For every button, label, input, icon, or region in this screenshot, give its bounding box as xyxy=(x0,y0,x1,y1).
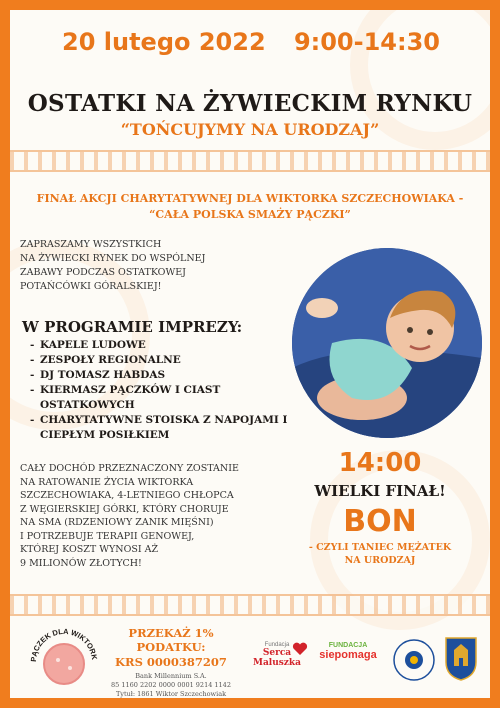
program-heading: W PROGRAMIE IMPREZY: xyxy=(22,318,243,336)
event-poster xyxy=(10,10,490,698)
program-item: - DJ TOMASZ HABDAS xyxy=(30,368,290,383)
bank-details xyxy=(102,672,240,698)
serca-maluszka-logo xyxy=(246,642,308,682)
invite-line: POTAŃCÓWKI GÓRALSKIEJ! xyxy=(20,281,162,292)
event-date: 20 lutego 2022 xyxy=(62,28,266,56)
program-list xyxy=(30,338,290,443)
finale-time: 14:00 xyxy=(338,448,422,478)
donation-line: SZCZECHOWIAKA, 4-LETNIEGO CHŁOPCA xyxy=(20,490,234,501)
program-item: - ZESPOŁY REGIONALNE xyxy=(30,353,290,368)
donation-line: KTÓREJ KOSZT WYNOSI AŻ xyxy=(20,544,159,555)
krs-number: KRS 0000387207 xyxy=(115,655,227,669)
mck-emblem-icon xyxy=(392,638,436,682)
bon-desc-line-1: - CZYLI TANIEC MĘŻATEK xyxy=(308,542,452,553)
donation-line: 9 MILIONÓW ZŁOTYCH! xyxy=(20,557,142,569)
heart-icon xyxy=(292,642,308,656)
finale-line-1: FINAŁ AKCJI CHARYTATYWNEJ DLA WIKTORKA SZCZECHOWIAKA - xyxy=(36,192,464,205)
paczek-logo-text: PĄCZEK DLA WIKTORK xyxy=(28,626,99,663)
header-row xyxy=(10,28,490,56)
donation-line: Z WĘGIERSKIEJ GÓRKI, KTÓRY CHORUJE xyxy=(20,503,229,515)
donation-text xyxy=(20,462,270,570)
invite-line: ZAPRASZAMY WSZYSTKICH xyxy=(20,239,162,250)
donation-line: NA RATOWANIE ŻYCIA WIKTORKA xyxy=(20,476,194,488)
poster-title: OSTATKI NA ŻYWIECKIM RYNKU xyxy=(27,90,473,117)
invite-line: ZABAWY PODCZAS OSTATKOWEJ xyxy=(20,267,186,278)
footer xyxy=(10,620,490,698)
siepomaga-logo-main: siepomaga xyxy=(319,649,377,661)
siepomaga-logo xyxy=(312,642,384,682)
coat-of-arms-icon xyxy=(444,636,478,682)
finale-line-2: “CAŁA POLSKA SMAŻY PĄCZKI” xyxy=(149,208,351,221)
bank-account: 85 1160 2202 0000 0001 9214 1142 xyxy=(111,681,231,689)
bon-description xyxy=(280,541,480,567)
zywiec-coat-of-arms xyxy=(444,636,478,682)
event-time: 9:00-14:30 xyxy=(293,28,440,56)
child-photo-illustration xyxy=(292,248,482,438)
program-item: - CHARYTATYWNE STOISKA Z NAPOJAMI I CIEPŁYM POSIŁKIEM xyxy=(30,413,290,443)
serca-logo-main: Serca Maluszka xyxy=(252,648,301,668)
paczek-dla-wiktorka-logo xyxy=(28,624,100,696)
program-item: - KIERMASZ PĄCZKÓW I CIAST OSTATKOWYCH xyxy=(30,383,290,413)
invitation-text xyxy=(20,238,270,294)
bank-name: Bank Millennium S.A. xyxy=(135,672,207,680)
program-item: - KAPELE LUDOWE xyxy=(30,338,290,353)
finale-label: WIELKI FINAŁ! xyxy=(314,482,446,500)
child-photo xyxy=(292,248,482,438)
folk-pattern-band-top xyxy=(10,150,490,172)
bon-title: BON xyxy=(343,504,417,539)
tax-info xyxy=(102,626,240,698)
finale-heading xyxy=(10,191,490,223)
fundacja-logo-top: FUNDACJA xyxy=(328,642,368,649)
transfer-title: Tytuł: 1861 Wiktor Szczechowiak xyxy=(115,690,227,698)
bon-desc-line-2: NA URODZAJ xyxy=(344,555,416,566)
donation-line: NA SMA (RDZENIOWY ZANIK MIĘŚNI) xyxy=(20,517,214,528)
donation-line: I POTRZEBUJE TERAPII GENOWEJ, xyxy=(20,530,195,542)
tax-heading: PRZEKAŻ 1% PODATKU: xyxy=(128,626,214,654)
mck-zywiec-logo xyxy=(392,638,436,682)
poster-subtitle: “TOŃCUJYMY NA URODZAJ” xyxy=(120,120,380,139)
serca-logo-top: Fundacja xyxy=(264,642,290,648)
donation-line: CAŁY DOCHÓD PRZEZNACZONY ZOSTANIE xyxy=(20,463,239,474)
folk-pattern-band-bottom xyxy=(10,594,490,616)
grand-finale-block xyxy=(280,448,480,567)
donut-logo-icon xyxy=(28,624,100,696)
invite-line: NA ŻYWIECKI RYNEK DO WSPÓLNEJ xyxy=(20,253,206,264)
